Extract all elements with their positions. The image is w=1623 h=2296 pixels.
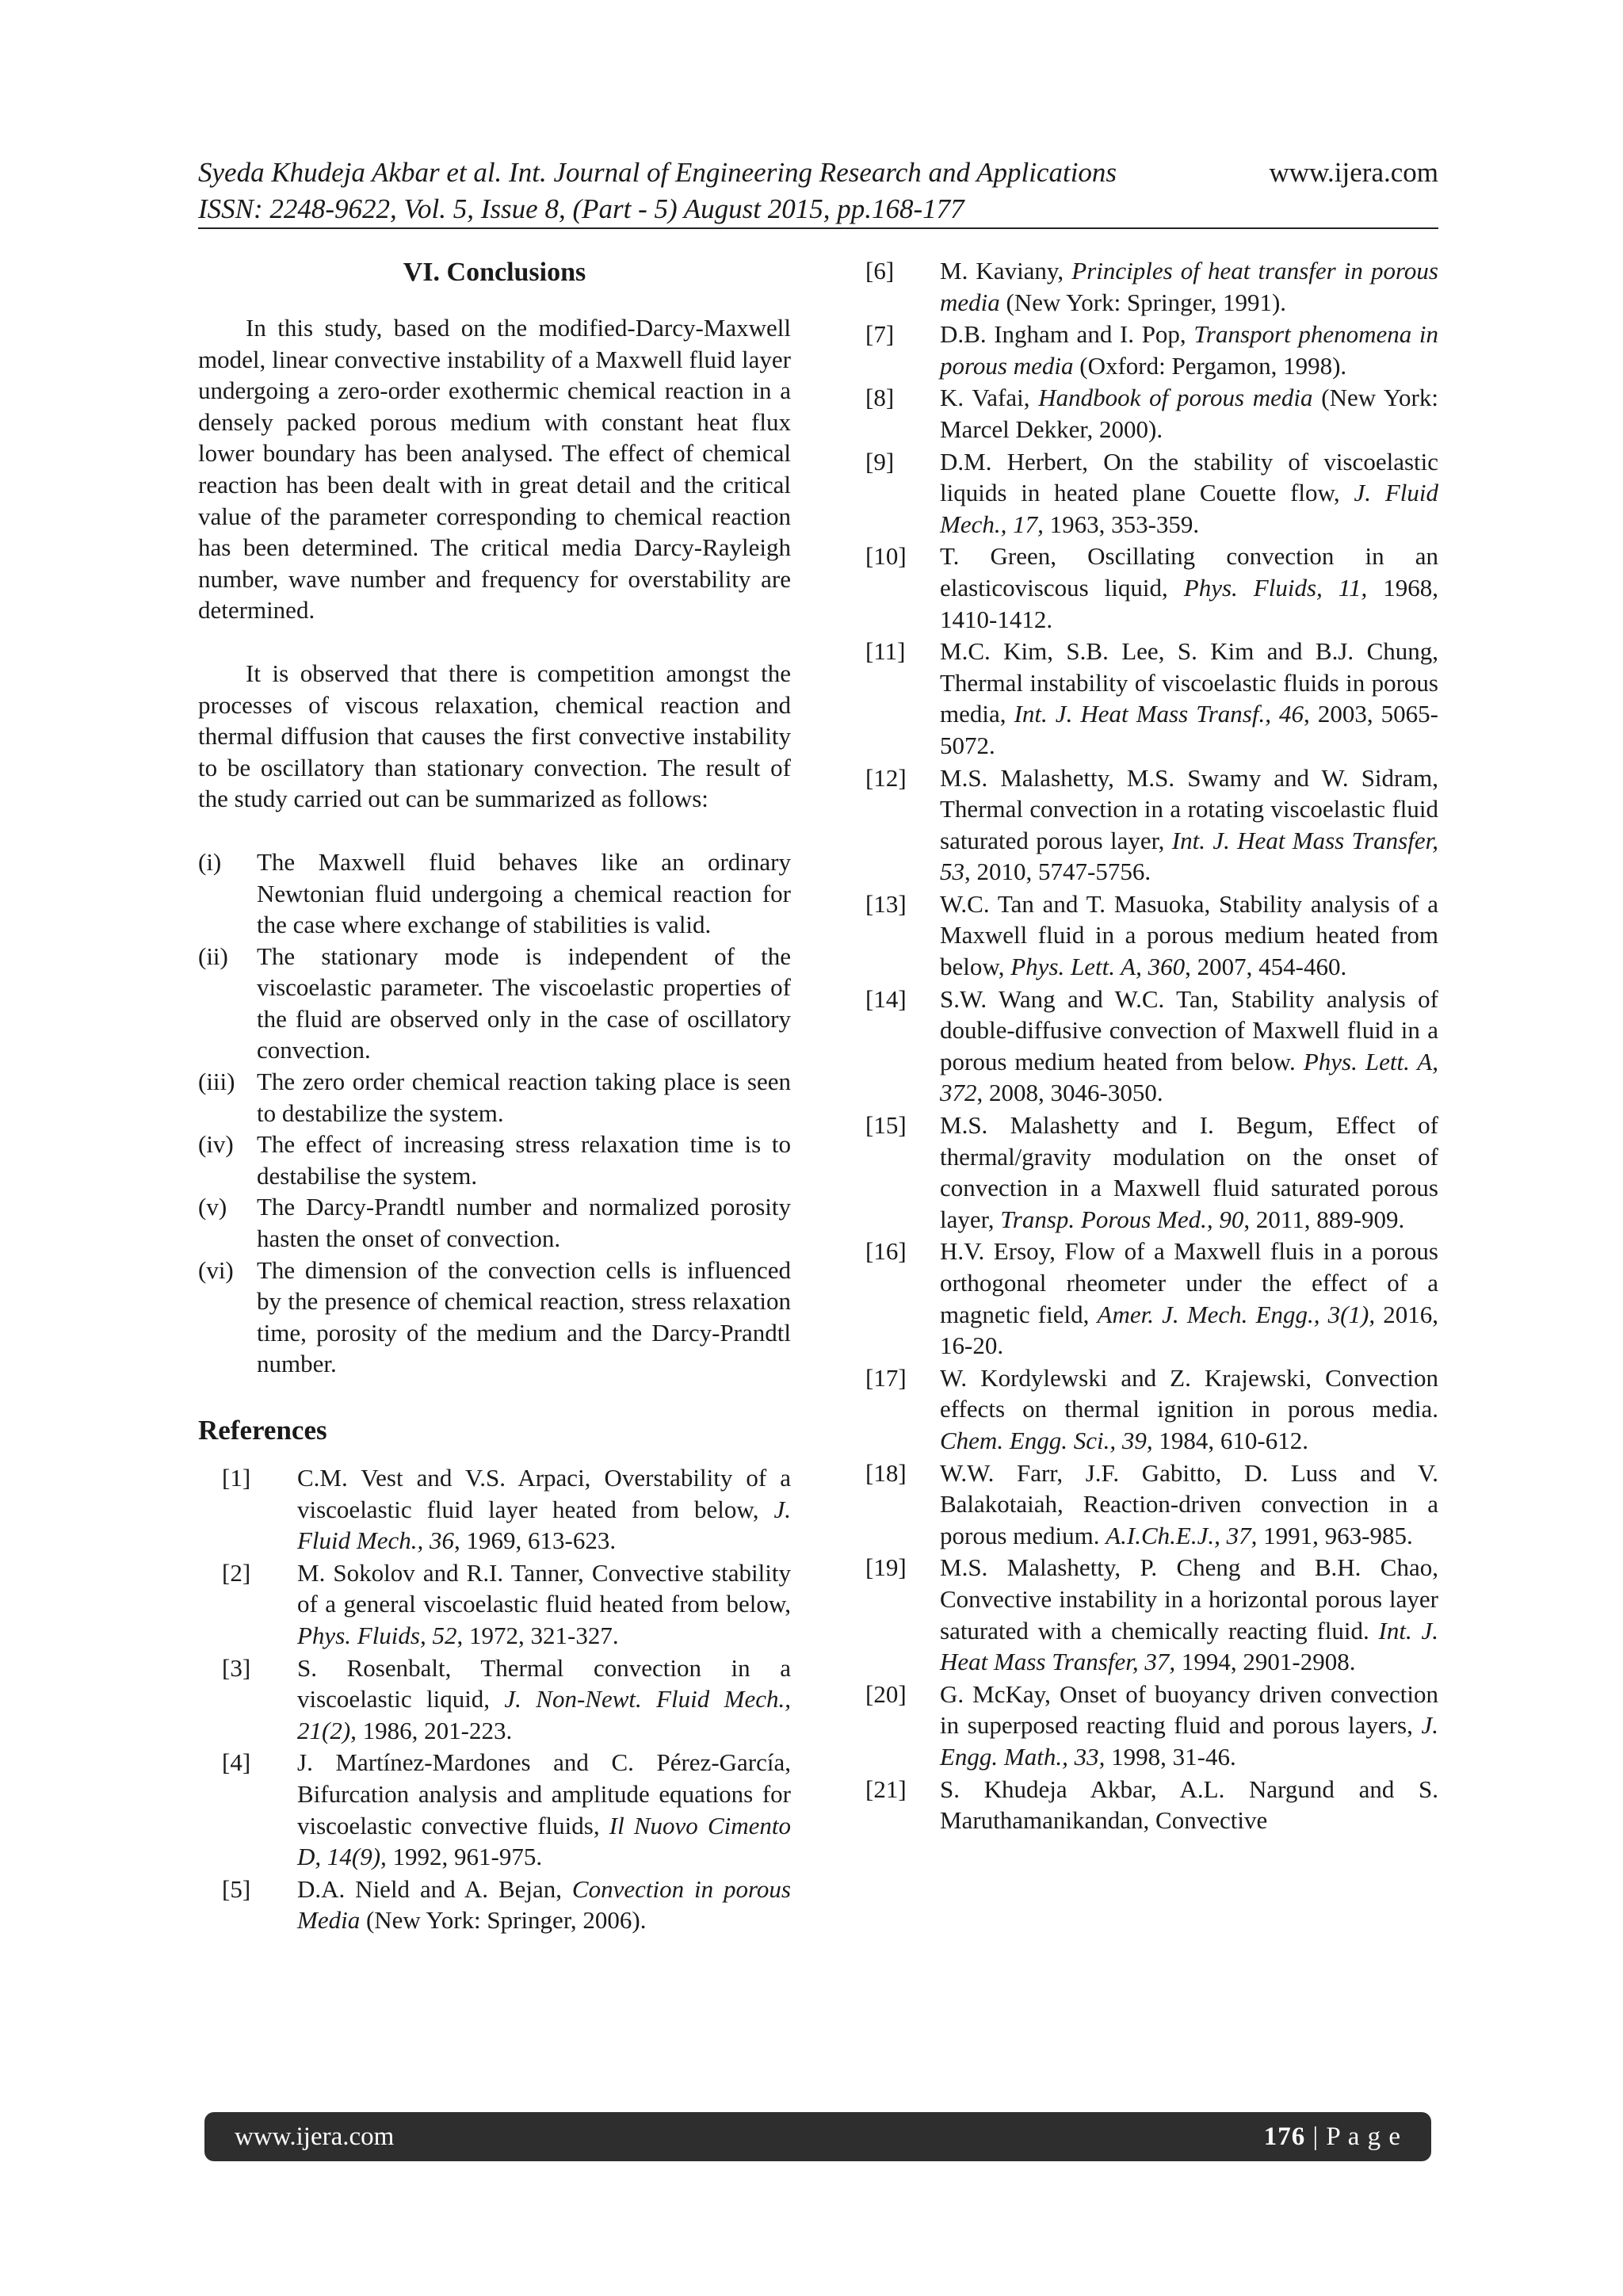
reference-source: Transport phenomena in porous media bbox=[940, 320, 1438, 380]
reference-details: , 2003, 5065-5072. bbox=[940, 700, 1438, 759]
page-number: 176 bbox=[1263, 2122, 1306, 2151]
finding-text: The effect of increasing stress relaxation time is to destabilise the system. bbox=[257, 1130, 791, 1190]
reference-number: [16] bbox=[865, 1237, 907, 1266]
reference-text bbox=[940, 1110, 1438, 1235]
references-list-left bbox=[198, 1462, 791, 1936]
reference-number: [14] bbox=[865, 984, 907, 1013]
finding-label: (vi) bbox=[198, 1255, 234, 1284]
reference-text bbox=[297, 1652, 791, 1747]
finding-item bbox=[198, 1255, 791, 1380]
reference-authors-title: C.M. Vest and V.S. Arpaci, Overstability of a viscoelastic fluid layer heated from below, bbox=[297, 1464, 791, 1523]
finding-item bbox=[198, 1129, 791, 1191]
reference-source: Il Nuovo Cimento D, 14(9), bbox=[297, 1811, 792, 1871]
reference-authors-title: H.V. Ersoy, Flow of a Maxwell fluis in a porous orthogonal rheometer under the effect of a magnetic field, bbox=[940, 1237, 1438, 1328]
reference-authors-title: D.B. Ingham and I. Pop, bbox=[940, 320, 1194, 349]
finding-item bbox=[198, 941, 791, 1066]
reference-item bbox=[865, 446, 1438, 541]
reference-number: [18] bbox=[865, 1458, 907, 1487]
reference-authors-title: M.C. Kim, S.B. Lee, S. Kim and B.J. Chung, Thermal instability of viscoelastic fluids in porous media, bbox=[940, 637, 1438, 728]
finding-label: (i) bbox=[198, 847, 222, 876]
reference-source: A.I.Ch.E.J., 37, bbox=[1106, 1521, 1258, 1549]
reference-details: 1968, 1410-1412. bbox=[940, 573, 1438, 633]
page-label: | P a g e bbox=[1305, 2122, 1401, 2151]
reference-source: Principles of heat transfer in porous media bbox=[940, 257, 1438, 316]
reference-number: [1] bbox=[222, 1464, 251, 1492]
finding-text: The Darcy-Prandtl number and normalized porosity hasten the onset of convection. bbox=[257, 1193, 791, 1253]
reference-authors-title: M.S. Malashetty and I. Begum, Effect of thermal/gravity modulation on the onset of convection in a Maxwell fluid saturated porous layer, bbox=[940, 1111, 1438, 1233]
reference-item bbox=[222, 1652, 791, 1747]
reference-source: Phys. Fluids, 52 bbox=[297, 1621, 457, 1649]
reference-authors-title: W. Kordylewski and Z. Krajewski, Convection effects on thermal ignition in porous media. bbox=[940, 1363, 1438, 1423]
reference-item bbox=[865, 1679, 1438, 1773]
finding-label: (iv) bbox=[198, 1130, 234, 1159]
reference-source: Transp. Porous Med., 90 bbox=[1000, 1205, 1244, 1233]
reference-number: [13] bbox=[865, 889, 907, 918]
reference-number: [5] bbox=[222, 1874, 251, 1903]
reference-source: Chem. Engg. Sci., 39, bbox=[940, 1426, 1153, 1454]
reference-source: J. Non-Newt. Fluid Mech., 21(2), bbox=[297, 1685, 791, 1744]
reference-text bbox=[297, 1557, 791, 1652]
reference-number: [7] bbox=[865, 320, 895, 349]
reference-text bbox=[297, 1462, 791, 1557]
reference-authors-title: S.W. Wang and W.C. Tan, Stability analysis of double-diffusive convection of Maxwell fluid in a porous medium heated from below. bbox=[940, 984, 1438, 1075]
reference-source: Phys. Fluids, 11, bbox=[1183, 573, 1368, 602]
reference-item bbox=[865, 1457, 1438, 1552]
reference-item bbox=[865, 1552, 1438, 1677]
reference-number: [17] bbox=[865, 1363, 907, 1392]
reference-details: 2016, 16-20. bbox=[940, 1300, 1438, 1360]
reference-item bbox=[865, 382, 1438, 445]
reference-text bbox=[940, 319, 1438, 381]
reference-authors-title: M.S. Malashetty, P. Cheng and B.H. Chao, Convective instability in a horizontal porous layer saturated with a chemically reacting fluid. bbox=[940, 1553, 1438, 1645]
reference-item bbox=[865, 762, 1438, 888]
finding-text: The stationary mode is independent of the viscoelastic parameter. The viscoelastic properties of the fluid are observed only in the case of oscillatory convection. bbox=[257, 942, 791, 1064]
conclusions-paragraph-2: It is observed that there is competition amongst the processes of viscous relaxation, chemical reaction and thermal diffusion that causes the first convective instability to be oscillatory than stationary convection. The result of the study carried out can be summarized as follows: bbox=[198, 659, 791, 813]
reference-item bbox=[865, 888, 1438, 983]
reference-number: [4] bbox=[222, 1748, 251, 1777]
finding-item bbox=[198, 1066, 791, 1129]
reference-details: , 2011, 889-909. bbox=[1243, 1205, 1405, 1233]
reference-details: , 2008, 3046-3050. bbox=[976, 1079, 1163, 1107]
finding-text: The zero order chemical reaction taking place is seen to destabilize the system. bbox=[257, 1068, 791, 1127]
reference-source: Phys. Lett. A, 360 bbox=[1010, 953, 1186, 981]
finding-label: (ii) bbox=[198, 942, 228, 970]
reference-item bbox=[865, 1110, 1438, 1235]
reference-source: Convection in porous Media bbox=[297, 1874, 792, 1935]
header-authors-journal: Syeda Khudeja Akbar et al. Int. Journal of Engineering Research and Applications bbox=[198, 157, 1117, 188]
reference-text bbox=[940, 1552, 1438, 1677]
reference-text bbox=[940, 382, 1438, 445]
reference-details: 1986, 201-223. bbox=[356, 1716, 513, 1744]
footer-page-indicator bbox=[1264, 2122, 1401, 2152]
reference-text bbox=[940, 1679, 1438, 1773]
reference-number: [6] bbox=[865, 257, 895, 285]
header-website[interactable]: www.ijera.com bbox=[1269, 157, 1438, 188]
reference-item bbox=[865, 541, 1438, 635]
reference-details: , 1969, 613-623. bbox=[454, 1526, 617, 1555]
reference-authors-title: M. Sokolov and R.I. Tanner, Convective stability of a general viscoelastic fluid heated from below, bbox=[297, 1558, 791, 1618]
header-divider bbox=[198, 227, 1438, 229]
reference-number: [21] bbox=[865, 1775, 907, 1803]
reference-details: (New York: Springer, 1991). bbox=[999, 288, 1287, 316]
reference-number: [8] bbox=[865, 384, 895, 412]
reference-authors-title: M. Kaviany, bbox=[940, 257, 1072, 285]
reference-text bbox=[940, 636, 1438, 761]
reference-number: [12] bbox=[865, 763, 907, 792]
reference-source: J. Fluid Mech., 17, bbox=[940, 479, 1438, 538]
reference-item bbox=[865, 1774, 1438, 1836]
reference-text bbox=[940, 541, 1438, 635]
reference-text bbox=[940, 1457, 1438, 1552]
reference-number: [19] bbox=[865, 1553, 907, 1582]
reference-details: 1994, 2901-2908. bbox=[1175, 1648, 1356, 1676]
reference-text bbox=[297, 1874, 791, 1936]
reference-item bbox=[222, 1874, 791, 1936]
reference-item bbox=[222, 1462, 791, 1557]
reference-details: 1998, 31-46. bbox=[1105, 1742, 1236, 1771]
finding-label: (v) bbox=[198, 1193, 227, 1221]
reference-details: (Oxford: Pergamon, 1998). bbox=[1073, 351, 1347, 380]
reference-source: Int. J. Heat Mass Transfer, 37, bbox=[940, 1616, 1438, 1676]
left-column bbox=[198, 255, 791, 1937]
reference-details: , 2007, 454-460. bbox=[1185, 953, 1347, 981]
references-list-right bbox=[865, 255, 1438, 1836]
reference-source: Phys. Lett. A, 372 bbox=[940, 1047, 1438, 1107]
reference-number: [9] bbox=[865, 447, 895, 476]
reference-number: [20] bbox=[865, 1679, 907, 1708]
references-heading: References bbox=[198, 1415, 327, 1446]
right-column bbox=[865, 255, 1438, 1837]
reference-authors-title: D.A. Nield and A. Bejan, bbox=[297, 1874, 572, 1903]
reference-number: [3] bbox=[222, 1653, 251, 1682]
reference-text bbox=[940, 446, 1438, 541]
reference-item bbox=[865, 1236, 1438, 1361]
reference-details: (New York: Marcel Dekker, 2000). bbox=[940, 384, 1438, 443]
reference-item bbox=[865, 1362, 1438, 1457]
reference-item bbox=[865, 255, 1438, 318]
reference-text bbox=[940, 1774, 1438, 1836]
reference-authors-title: W.W. Farr, J.F. Gabitto, D. Luss and V. Balakotaiah, Reaction-driven convection in a porous medium. bbox=[940, 1458, 1438, 1549]
reference-source: Amer. J. Mech. Engg., 3(1), bbox=[1097, 1300, 1376, 1328]
reference-number: [15] bbox=[865, 1111, 907, 1140]
finding-item bbox=[198, 1191, 791, 1254]
reference-item bbox=[865, 984, 1438, 1109]
reference-source: Int. J. Heat Mass Transfer, 53 bbox=[940, 826, 1438, 886]
reference-details: 1963, 353-359. bbox=[1043, 510, 1200, 538]
reference-item bbox=[222, 1747, 791, 1872]
finding-text: The Maxwell fluid behaves like an ordinary Newtonian fluid undergoing a chemical reaction for the case where exchange of stabilities is valid. bbox=[257, 847, 791, 939]
reference-authors-title: W.C. Tan and T. Masuoka, Stability analysis of a Maxwell fluid in a porous medium heated from below, bbox=[940, 889, 1438, 981]
reference-text bbox=[940, 1236, 1438, 1361]
reference-source: J. Engg. Math., 33, bbox=[940, 1711, 1438, 1771]
page-footer bbox=[204, 2112, 1431, 2161]
reference-details: 1984, 610-612. bbox=[1152, 1426, 1308, 1454]
reference-text bbox=[940, 1362, 1438, 1457]
reference-authors-title: T. Green, Oscillating convection in an elasticoviscous liquid, bbox=[940, 542, 1438, 602]
reference-details: (New York: Springer, 2006). bbox=[360, 1906, 647, 1935]
reference-source: Int. J. Heat Mass Transf., 46 bbox=[1014, 700, 1304, 728]
reference-authors-title: S. Rosenbalt, Thermal convection in a viscoelastic liquid, bbox=[297, 1653, 791, 1713]
reference-authors-title: G. McKay, Onset of buoyancy driven convection in superposed reacting fluid and porous layers, bbox=[940, 1679, 1438, 1740]
header-issue-line: ISSN: 2248-9622, Vol. 5, Issue 8, (Part - 5) August 2015, pp.168-177 bbox=[198, 193, 964, 224]
reference-authors-title: D.M. Herbert, On the stability of viscoelastic liquids in heated plane Couette flow, bbox=[940, 447, 1438, 507]
footer-website[interactable]: www.ijera.com bbox=[235, 2122, 395, 2151]
conclusions-paragraph-1: In this study, based on the modified-Darcy-Maxwell model, linear convective instability of a Maxwell fluid layer undergoing a zero-order exothermic chemical reaction in a densely packed porous medium with constant heat flux lower boundary has been analysed. The effect of chemical reaction has been dealt with in great detail and the critical value of the parameter corresponding to chemical reaction has been determined. The critical media Darcy-Rayleigh number, wave number and frequency for overstability are determined. bbox=[198, 314, 791, 625]
reference-item bbox=[865, 319, 1438, 381]
conclusions-heading: VI. Conclusions bbox=[403, 258, 586, 287]
reference-item bbox=[865, 636, 1438, 761]
finding-text: The dimension of the convection cells is influenced by the presence of chemical reaction, stress relaxation time, porosity of the medium and the Darcy-Prandtl number. bbox=[257, 1255, 791, 1378]
reference-authors-title: S. Khudeja Akbar, A.L. Nargund and S. Maruthamanikandan, Convective bbox=[940, 1775, 1438, 1835]
reference-number: [10] bbox=[865, 542, 907, 571]
reference-text bbox=[297, 1747, 791, 1872]
findings-list bbox=[198, 846, 791, 1380]
reference-details: 1992, 961-975. bbox=[386, 1843, 543, 1871]
reference-source: Handbook of porous media bbox=[1038, 384, 1313, 412]
reference-text bbox=[940, 888, 1438, 983]
reference-details: , 1972, 321-327. bbox=[456, 1621, 619, 1649]
running-header bbox=[198, 155, 1438, 227]
finding-item bbox=[198, 846, 791, 941]
reference-text bbox=[940, 762, 1438, 888]
reference-details: , 2010, 5747-5756. bbox=[964, 858, 1151, 886]
reference-number: [11] bbox=[865, 637, 906, 666]
reference-authors-title: J. Martínez-Mardones and C. Pérez-García, Bifurcation analysis and amplitude equations for viscoelastic convective fluids, bbox=[297, 1748, 791, 1839]
reference-number: [2] bbox=[222, 1558, 251, 1587]
finding-label: (iii) bbox=[198, 1068, 235, 1096]
reference-item bbox=[222, 1557, 791, 1652]
reference-details: 1991, 963-985. bbox=[1257, 1521, 1413, 1549]
reference-text bbox=[940, 984, 1438, 1109]
reference-authors-title: M.S. Malashetty, M.S. Swamy and W. Sidram, Thermal convection in a rotating viscoelastic fluid saturated porous layer, bbox=[940, 763, 1438, 854]
reference-source: J. Fluid Mech., 36 bbox=[297, 1495, 791, 1555]
reference-authors-title: K. Vafai, bbox=[940, 384, 1039, 412]
reference-text bbox=[940, 255, 1438, 318]
